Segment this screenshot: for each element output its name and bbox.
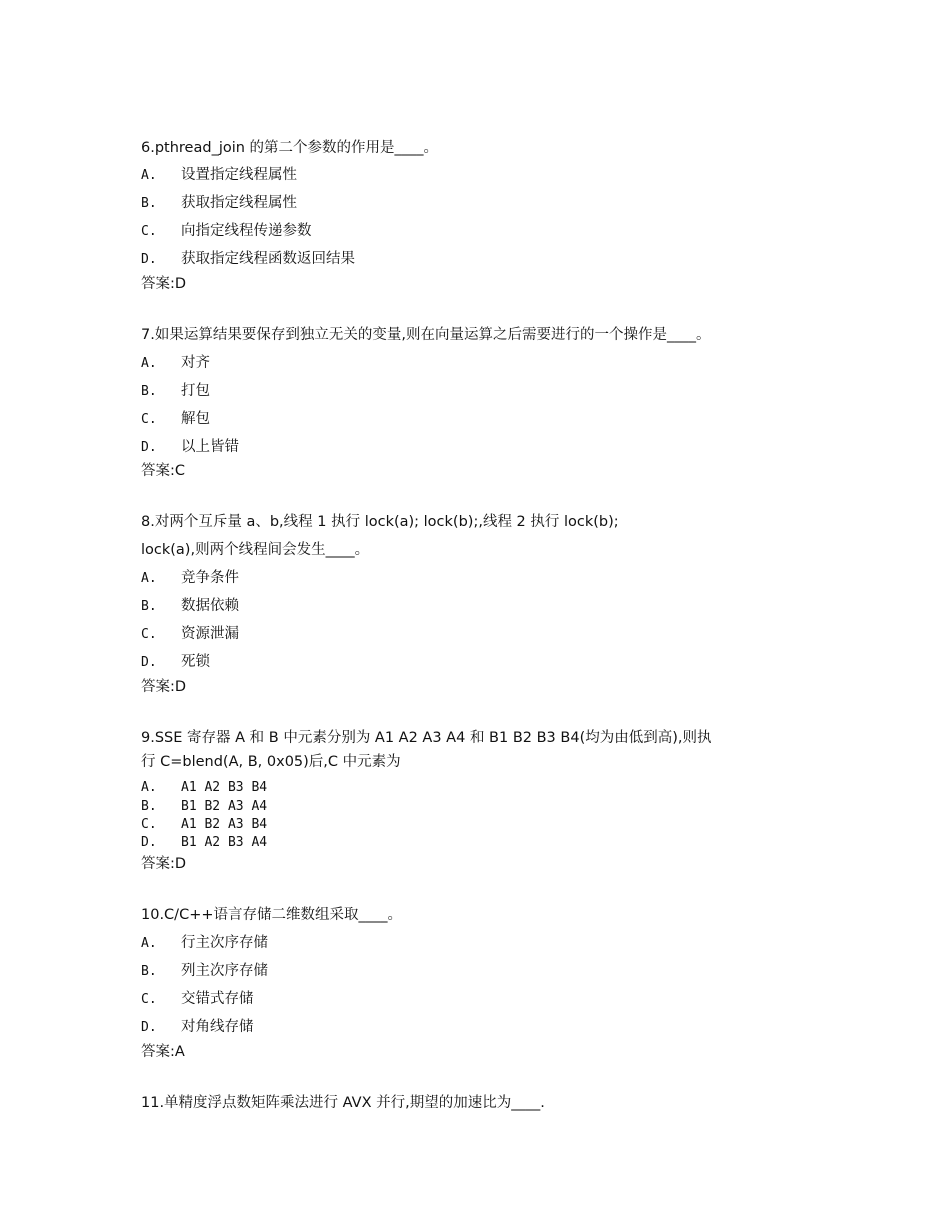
question-6-option-c: C. 向指定线程传递参数 [141, 223, 312, 239]
question-9-option-b: B. B1 B2 A3 A4 [141, 799, 268, 814]
question-8-text-line-2: lock(a),则两个线程间会发生____。 [141, 542, 370, 558]
question-6-option-a: A. 设置指定线程属性 [141, 167, 297, 183]
question-6-text: 6.pthread_join 的第二个参数的作用是____。 [141, 140, 439, 156]
question-8-option-d: D. 死锁 [141, 654, 210, 670]
question-10-text: 10.C/C++语言存储二维数组采取____。 [141, 907, 402, 923]
question-9-option-d: D. B1 A2 B3 A4 [141, 835, 268, 850]
question-9-text-line-2: 行 C=blend(A, B, 0x05)后,C 中元素为 [141, 754, 401, 770]
question-9-text-line-1: 9.SSE 寄存器 A 和 B 中元素分别为 A1 A2 A3 A4 和 B1 B2 B3 B4(均为由低到高),则执 [141, 730, 712, 746]
question-9-answer: 答案:D [141, 856, 187, 872]
question-11-text: 11.单精度浮点数矩阵乘法进行 AVX 并行,期望的加速比为____. [141, 1095, 545, 1111]
question-8-option-b: B. 数据依赖 [141, 598, 239, 614]
question-8-text-line-1: 8.对两个互斥量 a、b,线程 1 执行 lock(a); lock(b);,线程 2 执行 lock(b); [141, 514, 619, 530]
question-8-answer: 答案:D [141, 679, 187, 695]
question-10-answer: 答案:A [141, 1044, 185, 1060]
question-10-option-a: A. 行主次序存储 [141, 935, 268, 951]
question-7-option-d: D. 以上皆错 [141, 439, 239, 455]
question-7-answer: 答案:C [141, 463, 186, 479]
question-8-option-c: C. 资源泄漏 [141, 626, 239, 642]
question-10-option-d: D. 对角线存储 [141, 1019, 254, 1035]
question-8-option-a: A. 竞争条件 [141, 570, 239, 586]
question-7-text: 7.如果运算结果要保存到独立无关的变量,则在向量运算之后需要进行的一个操作是____。 [141, 327, 711, 343]
question-10-option-c: C. 交错式存储 [141, 991, 254, 1007]
question-7-option-b: B. 打包 [141, 383, 210, 399]
question-7-option-a: A. 对齐 [141, 355, 210, 371]
question-7-option-c: C. 解包 [141, 411, 210, 427]
question-10-option-b: B. 列主次序存储 [141, 963, 268, 979]
question-9-option-c: C. A1 B2 A3 B4 [141, 817, 268, 832]
question-9-option-a: A. A1 A2 B3 B4 [141, 780, 268, 795]
question-6-option-d: D. 获取指定线程函数返回结果 [141, 251, 355, 267]
question-6-option-b: B. 获取指定线程属性 [141, 195, 297, 211]
question-6-answer: 答案:D [141, 276, 187, 292]
